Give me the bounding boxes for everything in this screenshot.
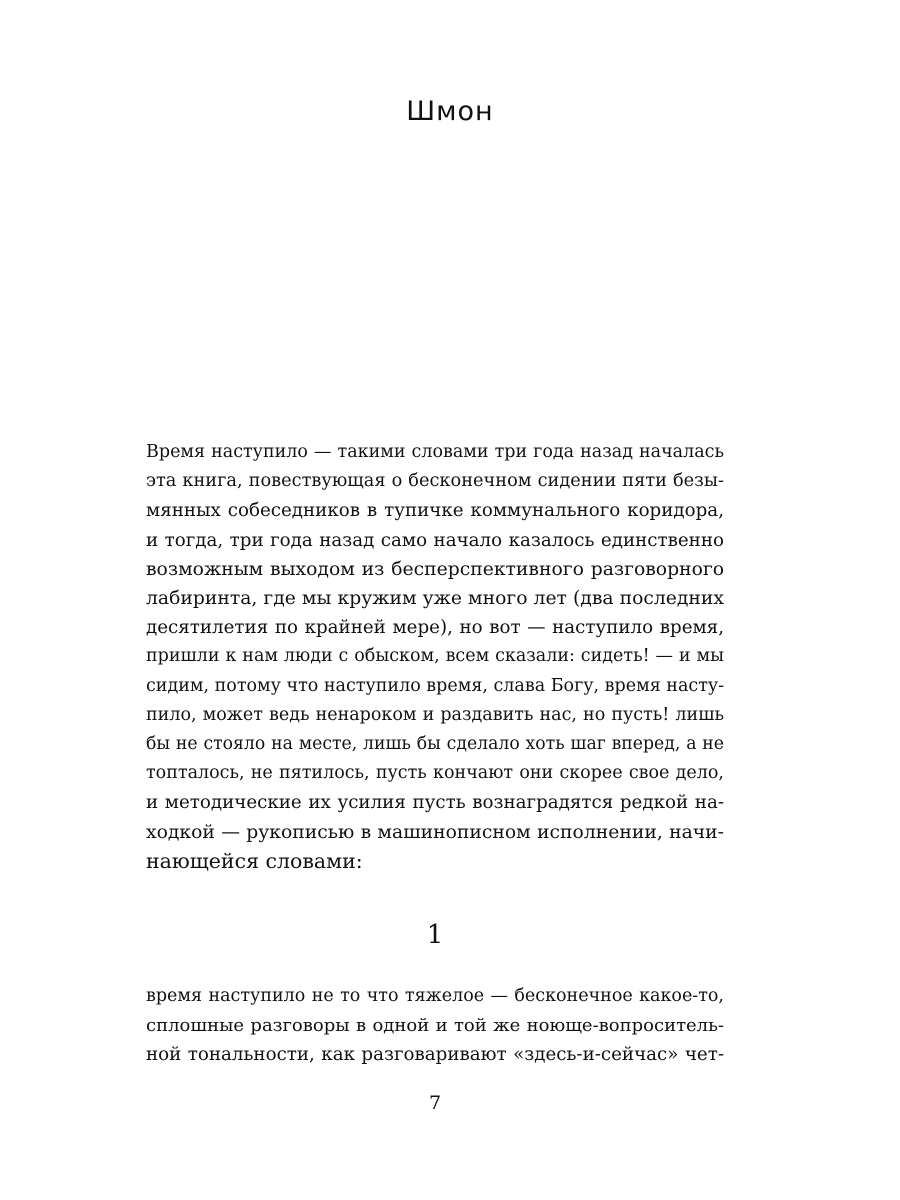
intro-line: топталось, не пятилось, пусть кончают они скорее свое дело, bbox=[146, 763, 724, 784]
chapter-line: ной тональности, как разговаривают «здесь-и-сейчас» чет- bbox=[146, 1044, 724, 1066]
intro-line: и методические их усилия пусть вознаградятся редкой на- bbox=[146, 792, 724, 814]
intro-line: возможным выходом из бесперспективного разговорного bbox=[146, 558, 724, 580]
intro-line: сидим, потому что наступило время, слава Богу, время насту- bbox=[146, 675, 725, 696]
chapter-line: время наступило не то что тяжелое — бесконечное какое-то, bbox=[146, 986, 724, 1006]
intro-line: эта книга, повествующая о бесконечном сидении пяти безы- bbox=[146, 471, 724, 492]
intro-line: лабиринта, где мы кружим уже много лет (два последних bbox=[146, 588, 724, 610]
chapter-title: Шмон bbox=[406, 96, 494, 127]
intro-line: мянных собеседников в тупичке коммунального коридора, bbox=[146, 500, 724, 522]
intro-line: Время наступило — такими словами три года назад началась bbox=[146, 442, 724, 462]
section-number: 1 bbox=[426, 920, 444, 950]
intro-line: нающейся словами: bbox=[146, 848, 363, 873]
intro-line: десятилетия по крайней мере), но вот — наступило время, bbox=[146, 617, 724, 639]
intro-line: бы не стояло на месте, лишь бы сделало хоть шаг вперед, а не bbox=[146, 734, 724, 755]
page-number: 7 bbox=[428, 1092, 442, 1114]
chapter-paragraph bbox=[146, 982, 724, 1070]
intro-line: ходкой — рукописью в машинописном исполнении, начи- bbox=[146, 821, 724, 843]
chapter-line: сплошные разговоры в одной и той же ноюще-вопроситель- bbox=[146, 1015, 724, 1037]
intro-line: и тогда, три года назад само начало казалось единственно bbox=[146, 529, 724, 551]
intro-line: пришли к нам люди с обыском, всем сказали: сидеть! — и мы bbox=[146, 646, 724, 667]
intro-line: пило, может ведь ненароком и раздавить нас, но пусть! лишь bbox=[146, 704, 724, 725]
intro-paragraph bbox=[146, 438, 724, 876]
